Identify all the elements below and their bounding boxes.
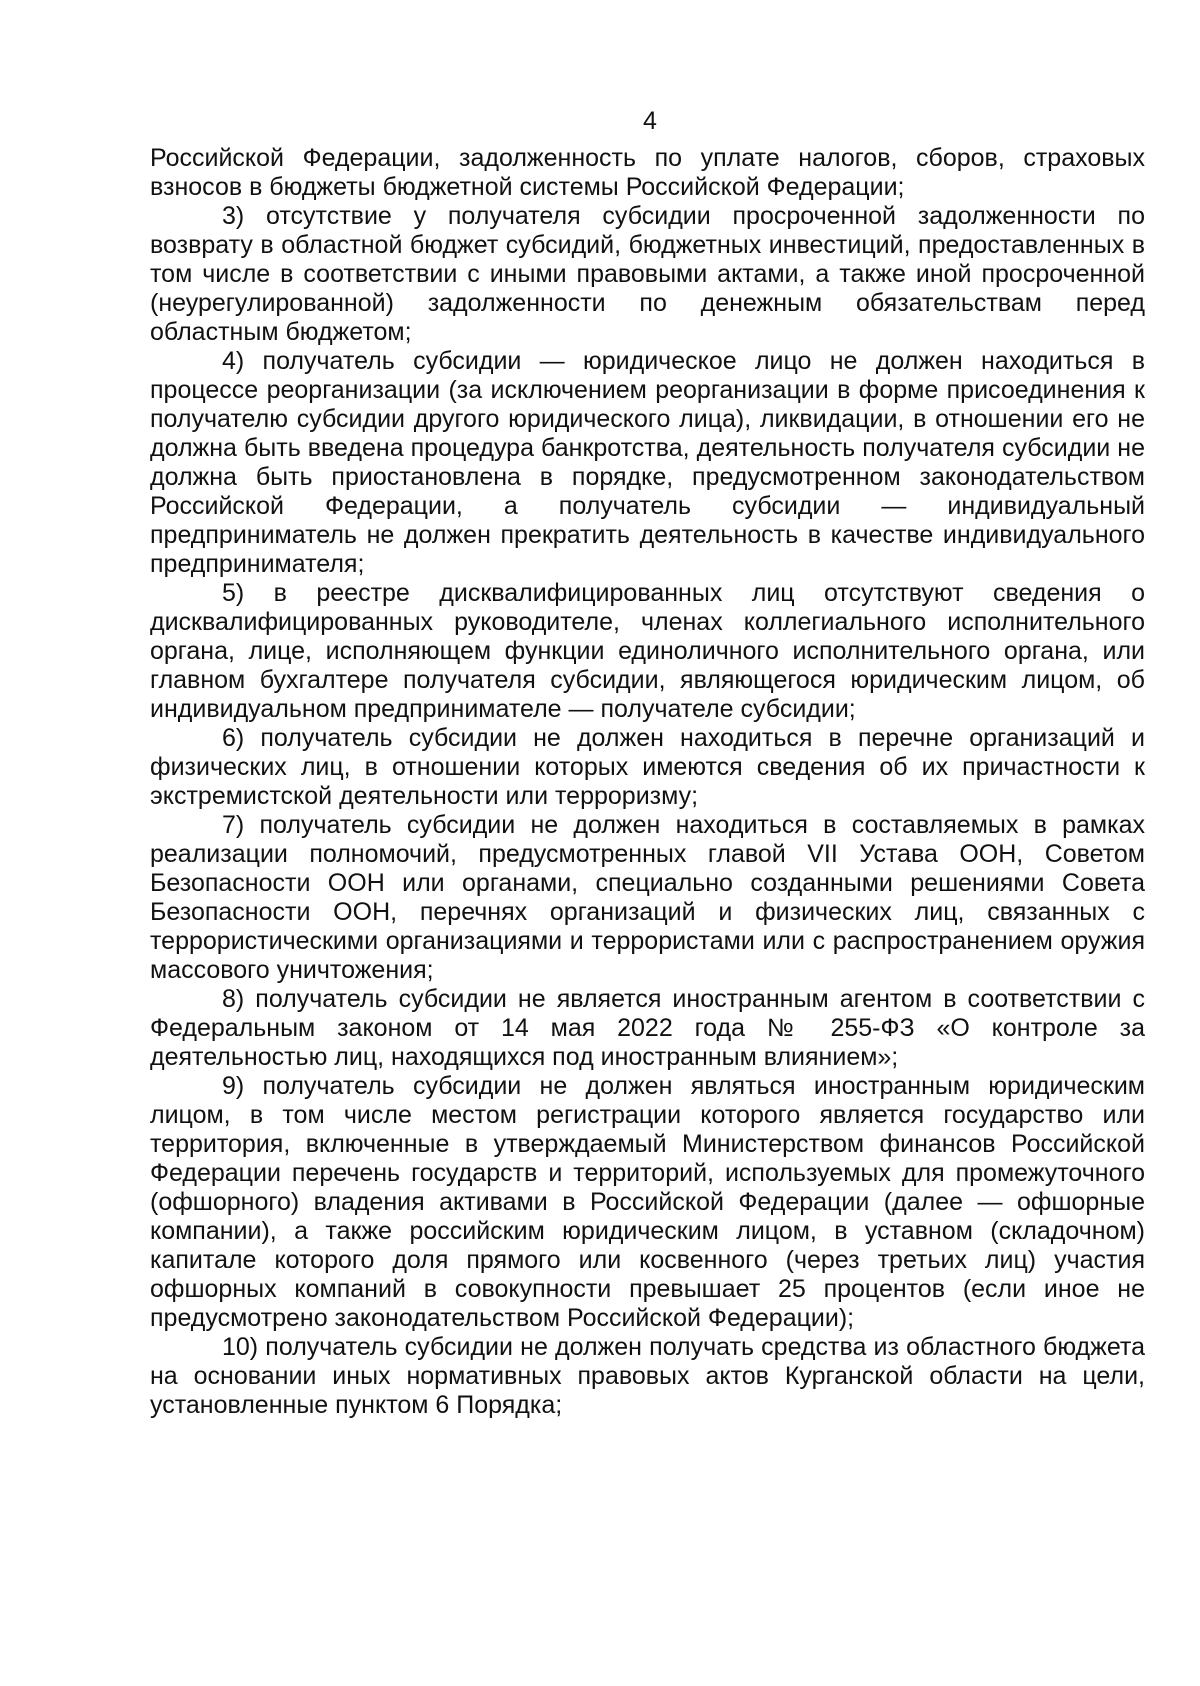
paragraph-item-8: 8) получатель субсидии не является иностранным агентом в соответствии с Федеральным законом от 14 мая 2022 года № 255-ФЗ «О контроле за деятельностью лиц, находящихся под иностранным влиянием»; xyxy=(150,985,1145,1071)
paragraph-item-9: 9) получатель субсидии не должен являться иностранным юридическим лицом, в том числе местом регистрации которого является государство или территория, включенные в утверждаемый Министерством финансов Российской Федерации перечень государств и территорий, используемых для промежуточного (офшорного) владения активами в Российской Федерации (далее — офшорные компании), а также российским юридическим лицом, в уставном (складочном) капитале которого доля прямого или косвенного (через третьих лиц) участия офшорных компаний в совокупности превышает 25 процентов (если иное не предусмотрено законодательством Российской Федерации); xyxy=(150,1072,1145,1332)
page-number: 4 xyxy=(643,107,657,135)
paragraph-continuation: Российской Федерации, задолженность по уплате налогов, сборов, страховых взносов в бюджеты бюджетной системы Российской Федерации; xyxy=(150,144,1145,201)
paragraph-item-7: 7) получатель субсидии не должен находиться в составляемых в рамках реализации полномочий, предусмотренных главой VII Устава ООН, Советом Безопасности ООН или органами, специально созданными решениями Совета Безопасности ООН, перечнях организаций и физических лиц, связанных с террористическими организациями и террористами или с распространением оружия массового уничтожения; xyxy=(150,811,1145,984)
paragraph-item-4: 4) получатель субсидии — юридическое лицо не должен находиться в процессе реорганизации (за исключением реорганизации в форме присоединения к получателю субсидии другого юридического лица), ликвидации, в отношении его не должна быть введена процедура банкротства, деятельность получателя субсидии не должна быть приостановлена в порядке, предусмотренном законодательством Российской Федерации, а получатель субсидии — индивидуальный предприниматель не должен прекратить деятельность в качестве индивидуального предпринимателя; xyxy=(150,347,1145,578)
paragraph-item-5: 5) в реестре дисквалифицированных лиц отсутствуют сведения о дисквалифицированных руководителе, членах коллегиального исполнительного органа, лице, исполняющем функции единоличного исполнительного органа, или главном бухгалтере получателя субсидии, являющегося юридическим лицом, об индивидуальном предпринимателе — получателе субсидии; xyxy=(150,579,1145,723)
paragraph-item-6: 6) получатель субсидии не должен находиться в перечне организаций и физических лиц, в отношении которых имеются сведения об их причастности к экстремистской деятельности или терроризму; xyxy=(150,724,1145,810)
paragraph-item-10: 10) получатель субсидии не должен получать средства из областного бюджета на основании иных нормативных правовых актов Курганской области на цели, установленные пунктом 6 Порядка; xyxy=(150,1333,1145,1419)
document-body xyxy=(150,144,1145,1420)
paragraph-item-3: 3) отсутствие у получателя субсидии просроченной задолженности по возврату в областной бюджет субсидий, бюджетных инвестиций, предоставленных в том числе в соответствии с иными правовыми актами, а также иной просроченной (неурегулированной) задолженности по денежным обязательствам перед областным бюджетом; xyxy=(150,202,1145,346)
